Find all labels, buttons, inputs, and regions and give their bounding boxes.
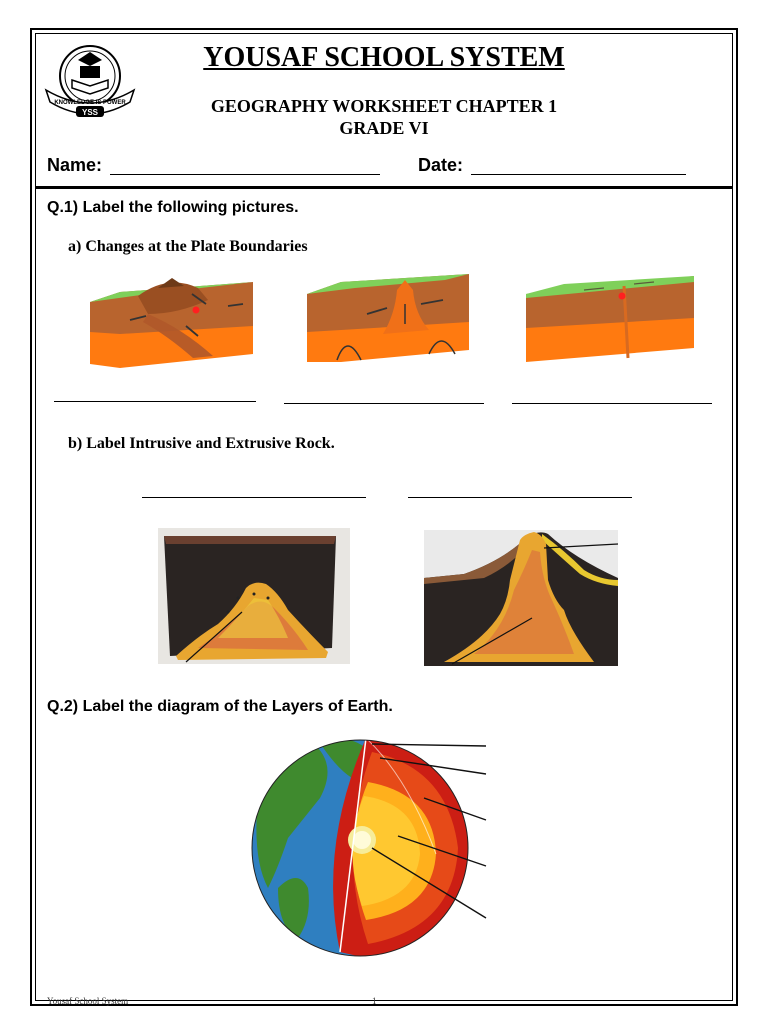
plate-boundary-divergent-image <box>305 274 473 366</box>
name-label: Name: <box>47 155 103 175</box>
grade-label: GRADE VI <box>339 118 429 138</box>
extrusive-rock-image <box>424 530 618 666</box>
question-1-label: Q.1) Label the following pictures. <box>47 199 299 216</box>
earth-layers-image <box>248 738 490 958</box>
plate-answer-line-3[interactable] <box>512 403 712 404</box>
rock-answer-line-2[interactable] <box>408 497 632 498</box>
date-label: Date: <box>418 155 464 175</box>
plate-boundary-convergent-image <box>88 274 258 370</box>
name-answer-line[interactable] <box>110 174 380 175</box>
plate-answer-line-1[interactable] <box>54 401 256 402</box>
rock-answer-line-1[interactable] <box>142 497 366 498</box>
plate-boundary-transform-image <box>524 272 698 364</box>
footer-school-name: Yousaf School System <box>47 996 129 1006</box>
worksheet-title: GEOGRAPHY WORKSHEET CHAPTER 1 <box>210 96 558 116</box>
date-answer-line[interactable] <box>471 174 686 175</box>
header-divider <box>35 186 733 189</box>
logo-initials: YSS <box>81 108 99 117</box>
plate-answer-line-2[interactable] <box>284 403 484 404</box>
footer-page-number: 1 <box>372 996 377 1006</box>
intrusive-rock-image <box>158 528 350 664</box>
question-1a-label: a) Changes at the Plate Boundaries <box>68 238 308 255</box>
logo-ribbon-text: KNOWLEDGE IS POWER <box>54 100 126 106</box>
school-name: YOUSAF SCHOOL SYSTEM <box>203 42 565 73</box>
question-1b-label: b) Label Intrusive and Extrusive Rock. <box>68 435 335 452</box>
question-2-label: Q.2) Label the diagram of the Layers of Earth. <box>47 698 393 715</box>
